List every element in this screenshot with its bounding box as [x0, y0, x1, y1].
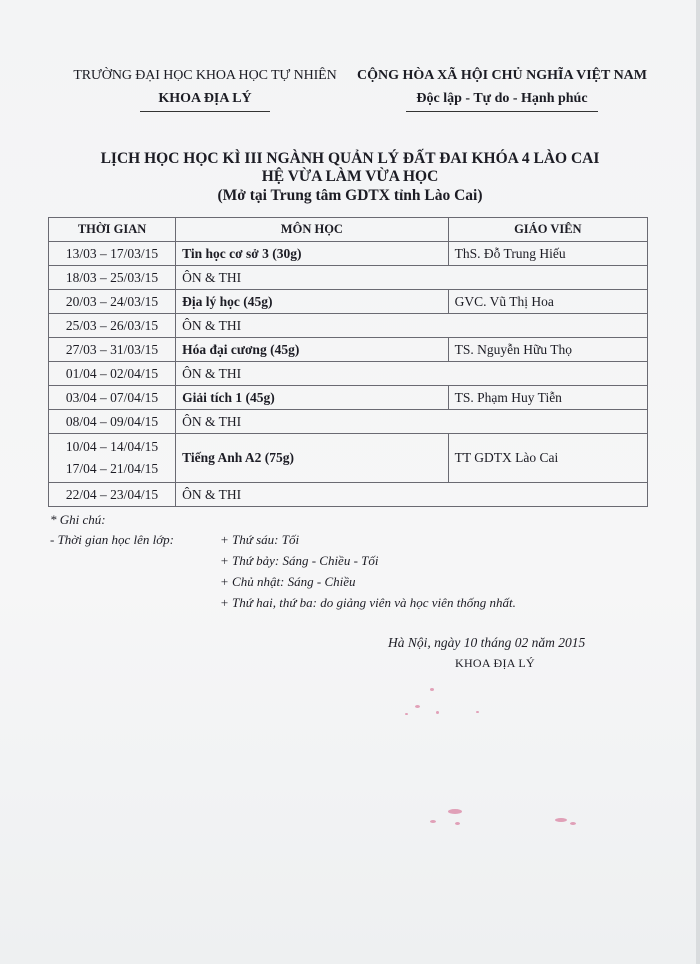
subject-cell: ÔN & THI: [176, 362, 648, 386]
time-cell: 27/03 – 31/03/15: [49, 338, 176, 362]
time-cell: 25/03 – 26/03/15: [49, 314, 176, 338]
time-cell: [49, 434, 176, 483]
time-cell: 22/04 – 23/04/15: [49, 483, 176, 507]
header-time: THỜI GIAN: [49, 218, 176, 242]
teacher-cell: ThS. Đỗ Trung Hiếu: [448, 242, 647, 266]
subject-cell: ÔN & THI: [176, 410, 648, 434]
stamp-mark: [570, 822, 576, 825]
header-left: [60, 68, 350, 112]
motto-underline: [406, 111, 598, 112]
time-cell: 20/03 – 24/03/15: [49, 290, 176, 314]
table-row: [49, 314, 648, 338]
signature-office: KHOA ĐỊA LÝ: [455, 656, 535, 670]
stamp-mark: [476, 711, 479, 713]
stamp-mark: [448, 809, 462, 814]
note-item: + Thứ bảy: Sáng - Chiều - Tối: [220, 553, 379, 568]
time-cell: 13/03 – 17/03/15: [49, 242, 176, 266]
subject-cell: Giải tích 1 (45g): [176, 386, 449, 410]
table-row: [49, 483, 648, 507]
stamp-mark: [405, 713, 408, 715]
republic-name: CỘNG HÒA XÃ HỘI CHỦ NGHĨA VIỆT NAM: [356, 68, 647, 83]
subject-cell: ÔN & THI: [176, 266, 648, 290]
teacher-cell: GVC. Vũ Thị Hoa: [448, 290, 647, 314]
stamp-mark: [430, 820, 436, 823]
table-row: [49, 290, 648, 314]
header-right: [342, 68, 662, 112]
subject-cell: ÔN & THI: [176, 483, 648, 507]
subject-cell: Địa lý học (45g): [176, 290, 449, 314]
teacher-cell: TS. Nguyễn Hữu Thọ: [448, 338, 647, 362]
department-name: KHOA ĐỊA LÝ: [158, 91, 252, 106]
teacher-cell: TT GDTX Lào Cai: [448, 434, 647, 483]
subject-cell: Hóa đại cương (45g): [176, 338, 449, 362]
note-item: + Thứ sáu: Tối: [220, 532, 300, 547]
teacher-cell: TS. Phạm Huy Tiễn: [448, 386, 647, 410]
department-underline: [140, 111, 270, 112]
time-cell: 01/04 – 02/04/15: [49, 362, 176, 386]
stamp-mark: [430, 688, 434, 691]
time-cell: 03/04 – 07/04/15: [49, 386, 176, 410]
table-row: [49, 362, 648, 386]
subject-cell: Tiếng Anh A2 (75g): [176, 434, 449, 483]
header-teacher: GIÁO VIÊN: [448, 218, 647, 242]
table-header-row: [49, 218, 648, 242]
table-row: [49, 434, 648, 483]
time-cell: 08/04 – 09/04/15: [49, 410, 176, 434]
page-edge: [696, 0, 700, 964]
table-row: [49, 338, 648, 362]
note-item: + Chủ nhật: Sáng - Chiều: [220, 574, 356, 589]
time-range-2: 17/04 – 21/04/15: [65, 461, 159, 476]
document-title: LỊCH HỌC HỌC KÌ III NGÀNH QUẢN LÝ ĐẤT ĐAI KHÓA 4 LÀO CAI: [100, 150, 600, 167]
university-name: TRƯỜNG ĐẠI HỌC KHOA HỌC TỰ NHIÊN: [73, 68, 337, 83]
table-row: [49, 410, 648, 434]
time-cell: 18/03 – 25/03/15: [49, 266, 176, 290]
document-subtitle: HỆ VỪA LÀM VỪA HỌC: [261, 168, 439, 185]
table-row: [49, 242, 648, 266]
stamp-mark: [455, 822, 460, 825]
note-item: + Thứ hai, thứ ba: do giảng viên và học viên thống nhất.: [220, 595, 516, 610]
subject-cell: ÔN & THI: [176, 314, 648, 338]
notes-label: * Ghi chú:: [50, 512, 106, 527]
stamp-mark: [415, 705, 420, 708]
stamp-mark: [555, 818, 567, 822]
national-motto: Độc lập - Tự do - Hạnh phúc: [416, 91, 588, 106]
table-row: [49, 266, 648, 290]
time-range-1: 10/04 – 14/04/15: [65, 439, 159, 454]
signature-date: Hà Nội, ngày 10 tháng 02 năm 2015: [388, 635, 586, 650]
notes-time-label: - Thời gian học lên lớp:: [50, 532, 175, 547]
subject-cell: Tin học cơ sở 3 (30g): [176, 242, 449, 266]
header-subject: MÔN HỌC: [176, 218, 449, 242]
document-location: (Mở tại Trung tâm GDTX tỉnh Lào Cai): [217, 187, 483, 204]
table-row: [49, 386, 648, 410]
stamp-mark: [436, 711, 439, 714]
schedule-table: [48, 217, 648, 507]
